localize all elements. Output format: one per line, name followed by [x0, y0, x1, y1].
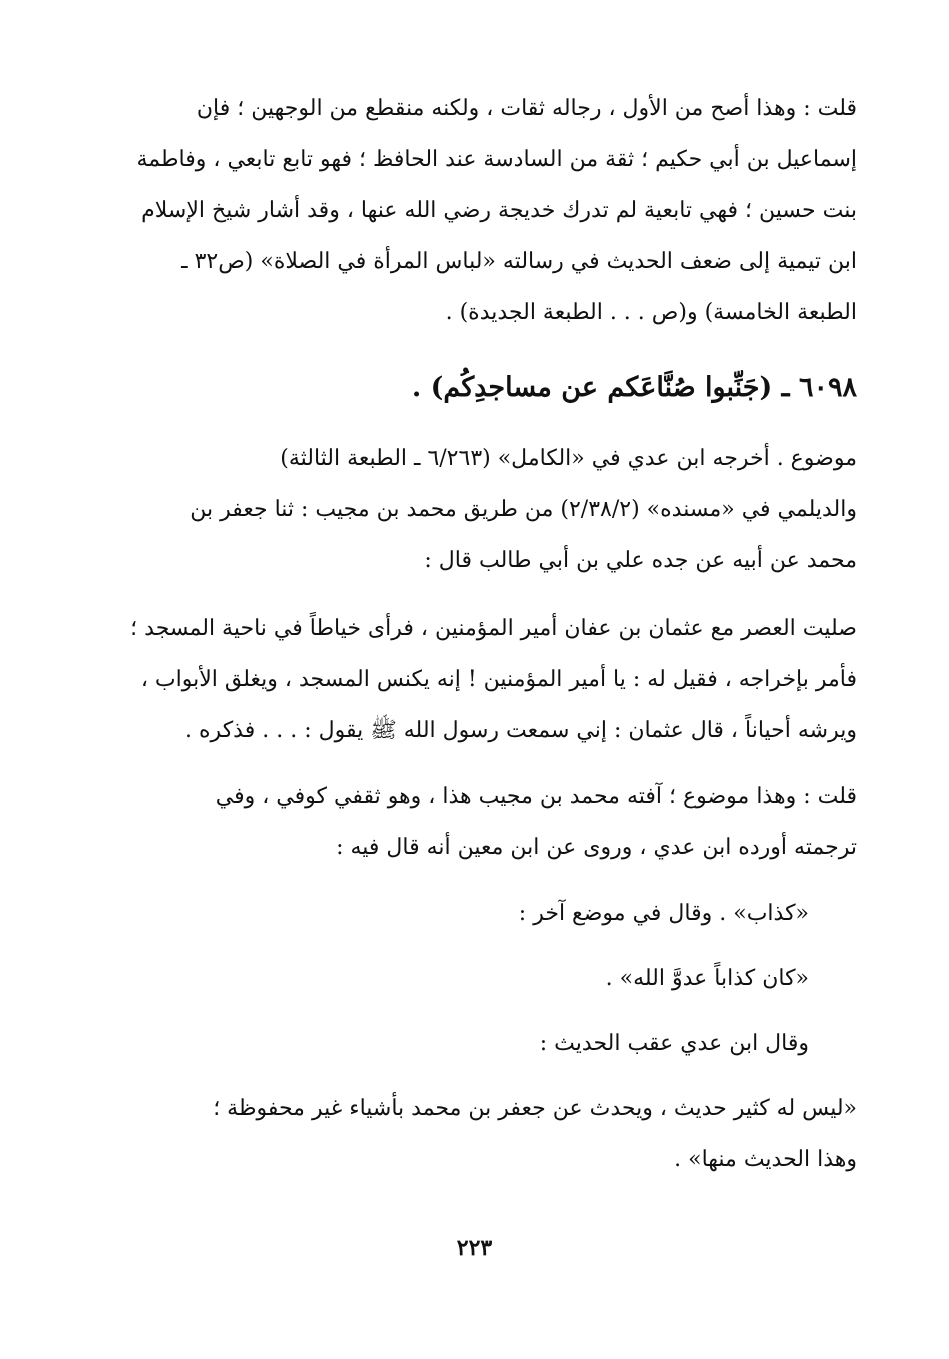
paragraph-hadith-text [112, 603, 857, 756]
text-line: محمد عن أبيه عن جده علي بن أبي طالب قال : [424, 548, 857, 573]
text-line: والديلمي في «مسنده» (٢/٣٨/٢) من طريق محمد بن مجيب : ثنا جعفر بن [190, 497, 857, 522]
text-line: الطبعة الخامسة) و(ص . . . الطبعة الجديدة) . [445, 300, 857, 325]
paragraph-takhrij [112, 433, 857, 586]
text-line: فأمر بإخراجه ، فقيل له : يا أمير المؤمنين ! إنه يكنس المسجد ، ويغلق الأبواب ، [140, 667, 857, 692]
text-line: ابن تيمية إلى ضعف الحديث في رسالته «لباس المرأة في الصلاة» (ص٣٢ ـ [181, 249, 857, 274]
paragraph-quote-ibn-adi [112, 1083, 857, 1185]
text-line: قلت : وهذا موضوع ؛ آفته محمد بن مجيب هذا ، وهو ثقفي كوفي ، وفي [215, 784, 857, 809]
text-line: صليت العصر مع عثمان بن عفان أمير المؤمنين ، فرأى خياطاً في ناحية المسجد ؛ [130, 616, 857, 641]
quote-line: وقال ابن عدي عقب الحديث : [539, 1031, 809, 1056]
quote-line: «كان كذاباً عدوَّ الله» . [605, 966, 809, 991]
page-number: ٢٢٣ [456, 1235, 493, 1261]
text-line: «ليس له كثير حديث ، ويحدث عن جعفر بن محمد بأشياء غير محفوظة ؛ [213, 1096, 857, 1121]
text-line: قلت : وهذا أصح من الأول ، رجاله ثقات ، ولكنه منقطع من الوجهين ؛ فإن [196, 96, 857, 121]
text-line: بنت حسين ؛ فهي تابعية لم تدرك خديجة رضي الله عنها ، وقد أشار شيخ الإسلام [141, 198, 857, 223]
hadith-heading: ٦٠٩٨ ـ (جَنِّبوا صُنَّاعَكم عن مساجدِكُم) . [411, 372, 857, 403]
text-line: إسماعيل بن أبي حكيم ؛ ثقة من السادسة عند الحافظ ؛ فهو تابع تابعي ، وفاطمة [136, 147, 857, 172]
text-line: وهذا الحديث منها» . [674, 1147, 857, 1172]
text-line: ويرشه أحياناً ، قال عثمان : إني سمعت رسول الله ﷺ يقول : . . . فذكره . [185, 718, 857, 743]
text-line: موضوع . أخرجه ابن عدي في «الكامل» (٦/٢٦٣ ـ الطبعة الثالثة) [280, 446, 857, 471]
text-line: ترجمته أورده ابن عدي ، وروى عن ابن معين أنه قال فيه : [336, 835, 857, 860]
paragraph-commentary-2 [112, 771, 857, 873]
quote-line: «كذاب» . وقال في موضع آخر : [518, 901, 809, 926]
paragraph-commentary-1 [112, 83, 857, 338]
